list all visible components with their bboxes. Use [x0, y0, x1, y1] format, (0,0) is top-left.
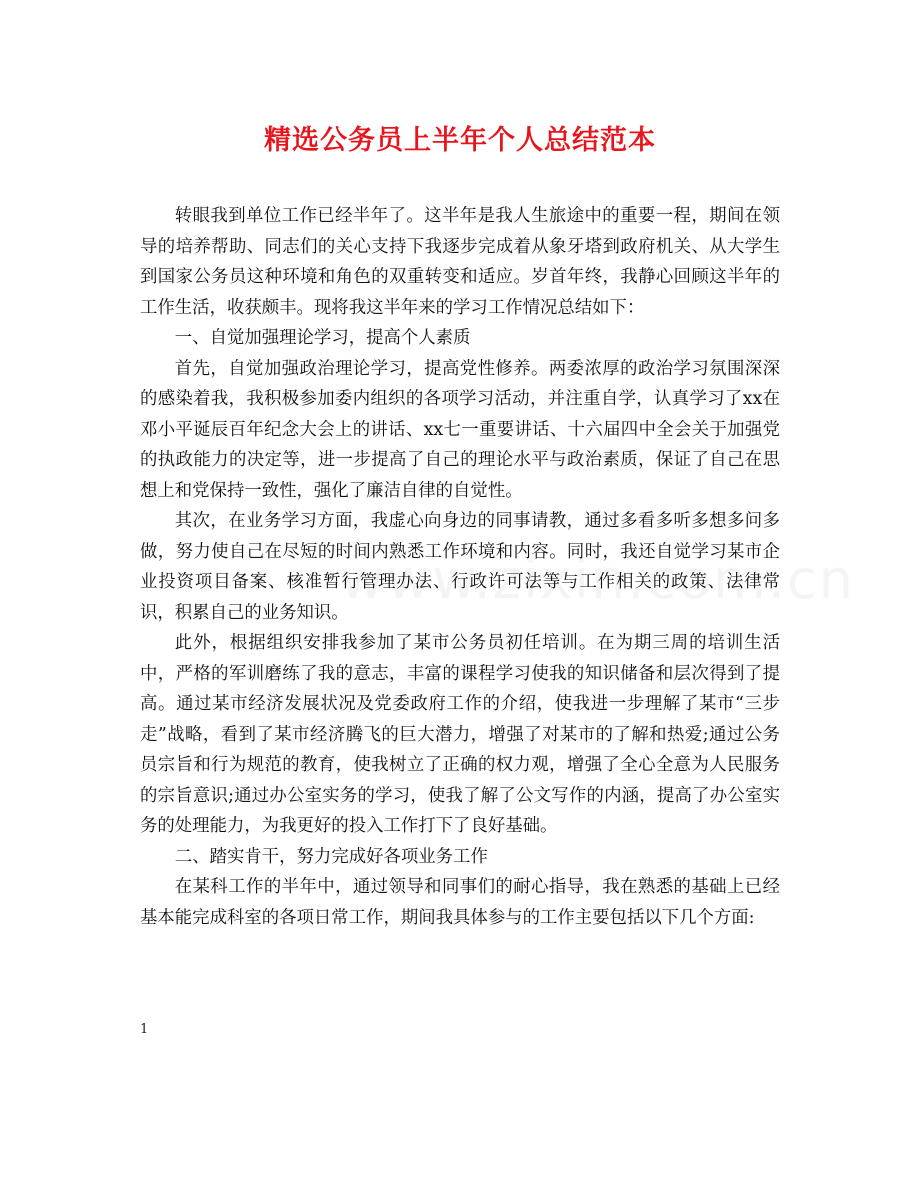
document-body: [140, 201, 780, 933]
paragraph-intro: 转眼我到单位工作已经半年了。这半年是我人生旅途中的重要一程，期间在领导的培养帮助、同志们的关心支持下我逐步完成着从象牙塔到政府机关、从大学生到国家公务员这种环境和角色的双重转变和适应。岁首年终，我静心回顾这半年的工作生活，收获颇丰。现将我这半年来的学习工作情况总结如下：: [140, 206, 780, 318]
document-title: 精选公务员上半年个人总结范本: [264, 125, 656, 156]
paragraph-third: 此外，根据组织安排我参加了某市公务员初任培训。在为期三周的培训生活中，严格的军训磨练了我的意志，丰富的课程学习使我的知识储备和层次得到了提高。通过某市经济发展状况及党委政府工作的介绍，使我进一步理解了某市“三步走”战略，看到了某市经济腾飞的巨大潜力，增强了对某市的了解和热爱;通过公务员宗旨和行为规范的教育，使我树立了正确的权力观，增强了全心全意为人民服务的宗旨意识;通过办公室实务的学习，使我了解了公文写作的内涵，提高了办公室实务的处理能力，为我更好的投入工作打下了良好基础。: [140, 633, 780, 836]
section-heading-2: 二、踏实肯干，努力完成好各项业务工作: [174, 846, 488, 867]
page-number: 1: [140, 1022, 149, 1037]
paragraph-first: 首先，自觉加强政治理论学习，提高党性修养。两委浓厚的政治学习氛围深深的感染着我，我积极参加委内组织的各项学习活动，并注重自学，认真学习了xx在邓小平诞辰百年纪念大会上的讲话、xx七一重要讲话、十六届四中全会关于加强党的执政能力的决定等，进一步提高了自己的理论水平与政治素质，保证了自己在思想上和党保持一致性，强化了廉洁自律的自觉性。: [140, 358, 780, 501]
paragraph-second: 其次，在业务学习方面，我虚心向身边的同事请教，通过多看多听多想多问多做，努力使自己在尽短的时间内熟悉工作环境和内容。同时，我还自觉学习某市企业投资项目备案、核准暂行管理办法、行政许可法等与工作相关的政策、法律常识，积累自己的业务知识。: [140, 511, 780, 623]
section-heading-1: 一、自觉加强理论学习，提高个人素质: [174, 328, 471, 348]
paragraph-work: 在某科工作的半年中，通过领导和同事们的耐心指导，我在熟悉的基础上已经基本能完成科室的各项日常工作，期间我具体参与的工作主要包括以下几个方面:: [140, 877, 780, 928]
